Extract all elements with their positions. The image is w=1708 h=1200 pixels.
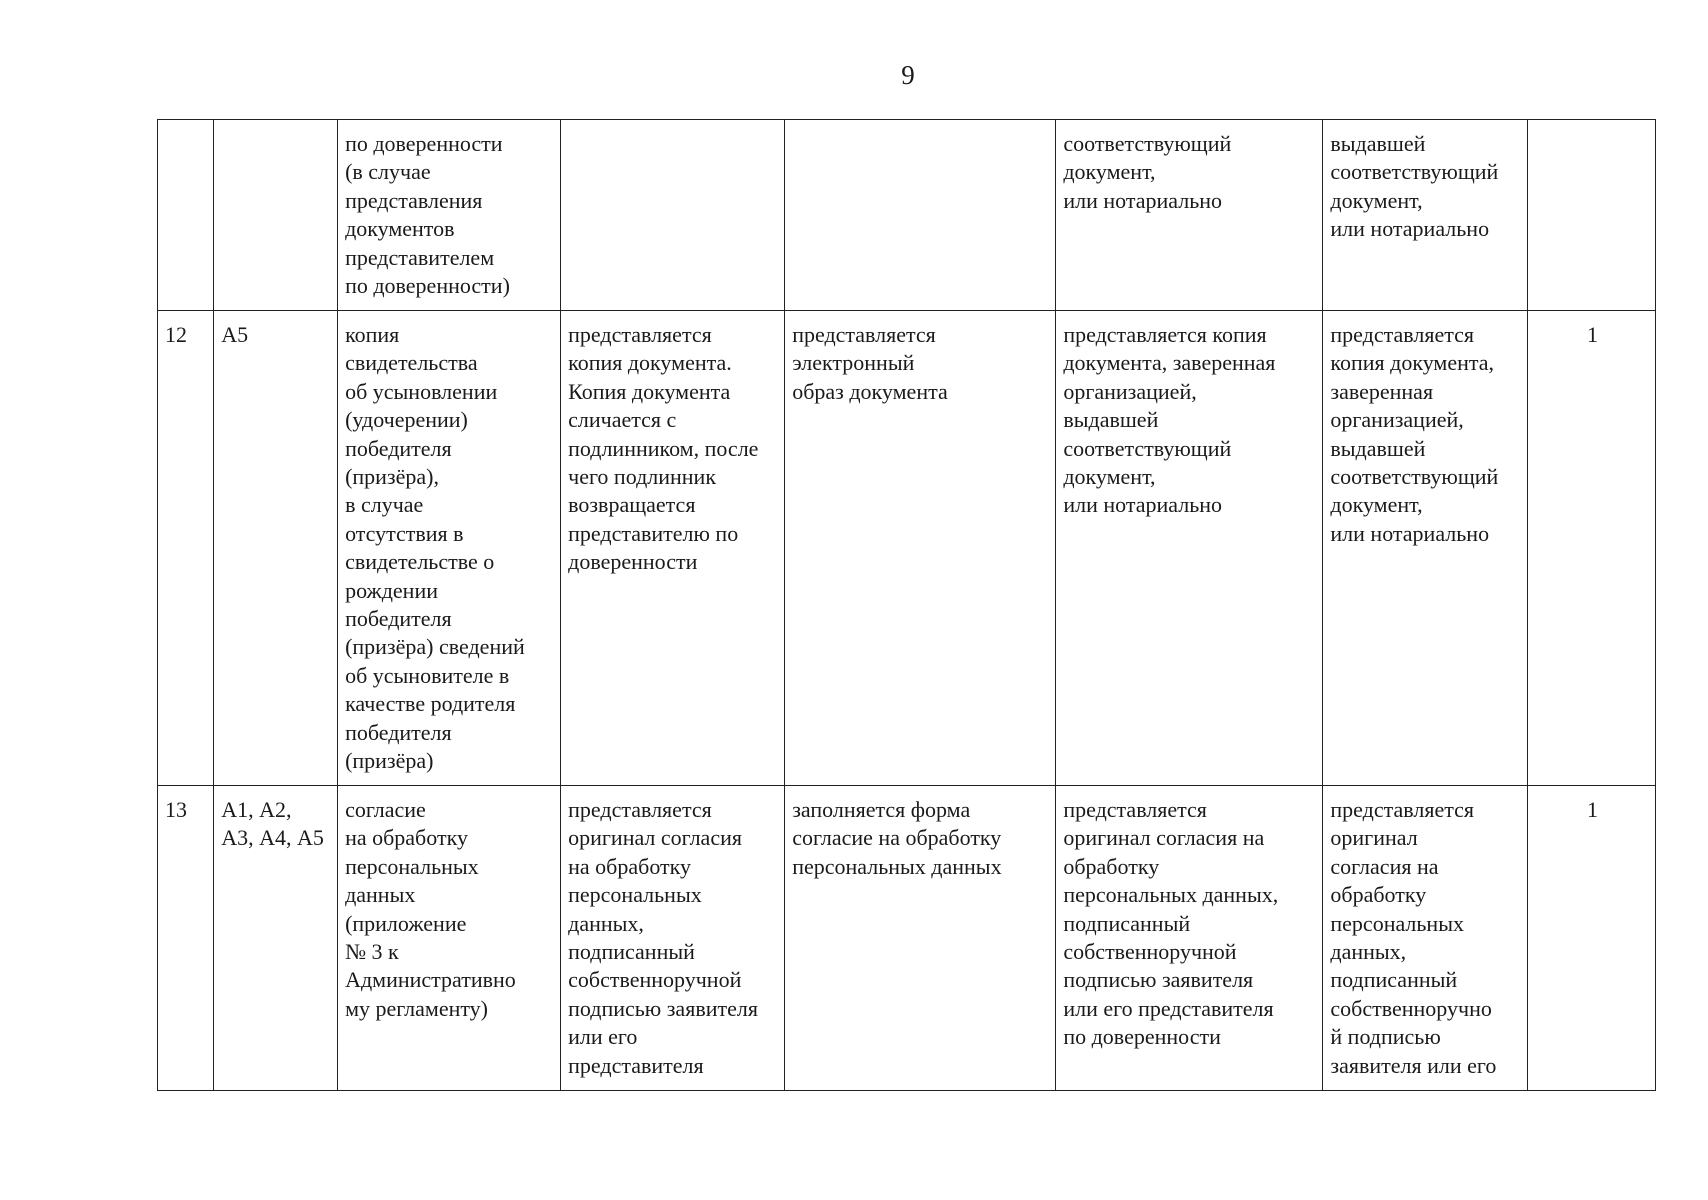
document-name-cell: согласие на обработку персональных данных (приложение № 3 к Административно му регламенту) (338, 786, 561, 1091)
applicant-code-cell: А5 (214, 311, 338, 786)
row-number-cell: 13 (158, 786, 214, 1091)
table-row (158, 311, 1656, 786)
electronic-submission-cell (785, 120, 1056, 311)
paper-submission-cell: представляется оригинал согласия на обработку персональных данных, подписанный собственноручной подписью заявителя или его представителя (561, 786, 785, 1091)
org-submission-cell: соответствующий документ, или нотариально (1056, 120, 1323, 311)
electronic-submission-cell: заполняется форма согласие на обработку персональных данных (785, 786, 1056, 1091)
paper-submission-cell: представляется копия документа. Копия документа сличается с подлинником, после чего подлинник возвращается представителю по доверенности (561, 311, 785, 786)
row-number-cell: 12 (158, 311, 214, 786)
quantity-cell (1528, 120, 1656, 311)
org-submission-cell: представляется копия документа, заверенная организацией, выдавшей соответствующий документ, или нотариально (1056, 311, 1323, 786)
table-row (158, 786, 1656, 1091)
page-number: 9 (901, 60, 915, 90)
document-name-cell: по доверенности (в случае представления документов представителем по доверенности) (338, 120, 561, 311)
org2-submission-cell: представляется копия документа, заверенная организацией, выдавшей соответствующий документ, или нотариально (1323, 311, 1528, 786)
org2-submission-cell: представляется оригинал согласия на обработку персональных данных, подписанный собственноручно й подписью заявителя или его (1323, 786, 1528, 1091)
document-name-cell: копия свидетельства об усыновлении (удочерении) победителя (призёра), в случае отсутствия в свидетельстве о рождении победителя (призёра) сведений об усыновителе в качестве родителя победителя (призёра) (338, 311, 561, 786)
applicant-code-cell: А1, А2, А3, А4, А5 (214, 786, 338, 1091)
row-number-cell (158, 120, 214, 311)
quantity-cell: 1 (1528, 311, 1656, 786)
org2-submission-cell: выдавшей соответствующий документ, или нотариально (1323, 120, 1528, 311)
org-submission-cell: представляется оригинал согласия на обработку персональных данных, подписанный собственноручной подписью заявителя или его представителя по доверенности (1056, 786, 1323, 1091)
applicant-code-cell (214, 120, 338, 311)
documents-table (157, 119, 1656, 1091)
paper-submission-cell (561, 120, 785, 311)
quantity-cell: 1 (1528, 786, 1656, 1091)
electronic-submission-cell: представляется электронный образ документа (785, 311, 1056, 786)
table-row (158, 120, 1656, 311)
